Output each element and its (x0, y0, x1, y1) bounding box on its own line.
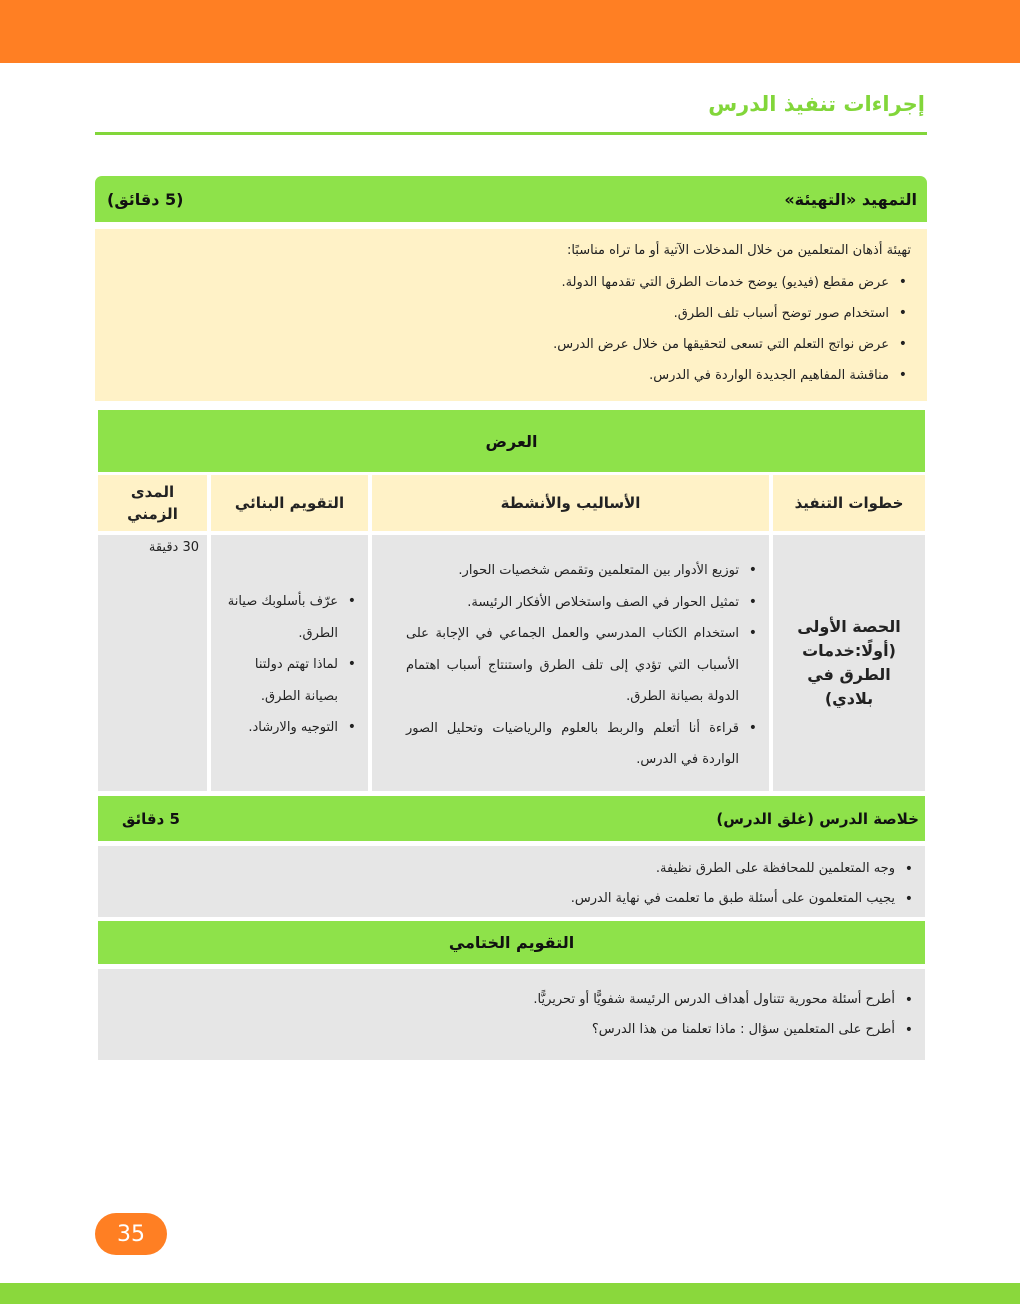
column-header-duration (98, 475, 207, 531)
row-assessment-cell (211, 535, 368, 791)
list-item: • وجه المتعلمين للمحافظة على الطرق نظيفة. (106, 854, 917, 884)
list-item: • توزيع الأدوار بين المتعلمين وتقمص شخصيات الحوار. (406, 555, 761, 587)
intro-title: التمهيد «التهيئة» (784, 189, 917, 209)
list-item: • لماذا تهتم دولتنا بصيانة الطرق. (221, 649, 360, 712)
summary-header (98, 796, 925, 841)
list-item: • عرّف بأسلوبك صيانة الطرق. (221, 586, 360, 649)
intro-duration: (5 دقائق) (107, 189, 184, 209)
final-assessment-list (106, 985, 917, 1045)
intro-body (95, 229, 927, 401)
assessment-list (221, 586, 360, 744)
list-item: • مناقشة المفاهيم الجديدة الواردة في الدرس. (111, 360, 911, 391)
summary-title: خلاصة الدرس (غلق الدرس) (716, 809, 919, 828)
activities-list (406, 555, 761, 776)
row-duration-cell (98, 535, 207, 791)
page-title: إجراءات تنفيذ الدرس (708, 92, 925, 116)
summary-duration: 5 دقائق (122, 809, 180, 828)
intro-list (111, 267, 911, 391)
list-item: • أطرح على المتعلمين سؤال : ماذا تعلمنا من هذا الدرس؟ (106, 1015, 917, 1045)
list-item: • التوجيه والارشاد. (221, 712, 360, 744)
list-item: • قراءة أنا أتعلم والربط بالعلوم والرياضيات وتحليل الصور الواردة في الدرس. (406, 713, 761, 776)
duration-text: 30 دقيقة (148, 540, 199, 555)
row-steps-cell (773, 535, 925, 791)
page-number: 35 (95, 1213, 167, 1255)
column-header-label: المدى الزمني (127, 483, 178, 523)
column-header-label: خطوات التنفيذ (794, 494, 904, 512)
top-color-bar (0, 0, 1020, 63)
title-divider (95, 132, 927, 135)
final-assessment-header (98, 921, 925, 964)
column-header-steps (773, 475, 925, 531)
list-item: • يجيب المتعلمون على أسئلة طبق ما تعلمت في نهاية الدرس. (106, 884, 917, 914)
column-header-label: الأساليب والأنشطة (500, 494, 641, 512)
bottom-color-bar (0, 1283, 1020, 1304)
column-header-activities (372, 475, 769, 531)
list-item: • استخدام صور توضح أسباب تلف الطرق. (111, 298, 911, 329)
summary-body (98, 846, 925, 917)
summary-list (106, 854, 917, 914)
list-item: • استخدام الكتاب المدرسي والعمل الجماعي في الإجابة على الأسباب التي تؤدي إلى تلف الطرق واستنتاج أسباب اهتمام الدولة بصيانة الطرق. (406, 618, 761, 713)
row-activities-cell (372, 535, 769, 791)
list-item: • أطرح أسئلة محورية تتناول أهداف الدرس الرئيسة شفويًّا أو تحريريًّا. (106, 985, 917, 1015)
intro-lead: تهيئة أذهان المتعلمين من خلال المدخلات الآتية أو ما تراه مناسبًا: (566, 243, 911, 258)
final-assessment-title: التقويم الختامي (448, 933, 575, 952)
presentation-title: العرض (485, 431, 538, 451)
column-header-label: التقويم البنائي (234, 494, 345, 512)
presentation-header (98, 410, 925, 472)
list-item: • عرض نواتج التعلم التي تسعى لتحقيقها من خلال عرض الدرس. (111, 329, 911, 360)
intro-header (95, 176, 927, 222)
column-header-assessment (211, 475, 368, 531)
list-item: • عرض مقطع (فيديو) يوضح خدمات الطرق التي تقدمها الدولة. (111, 267, 911, 298)
list-item: • تمثيل الحوار في الصف واستخلاص الأفكار الرئيسة. (406, 587, 761, 619)
final-assessment-body (98, 969, 925, 1060)
steps-text: الحصة الأولى (أولًا:خدمات الطرق في بلادي) (797, 617, 901, 708)
